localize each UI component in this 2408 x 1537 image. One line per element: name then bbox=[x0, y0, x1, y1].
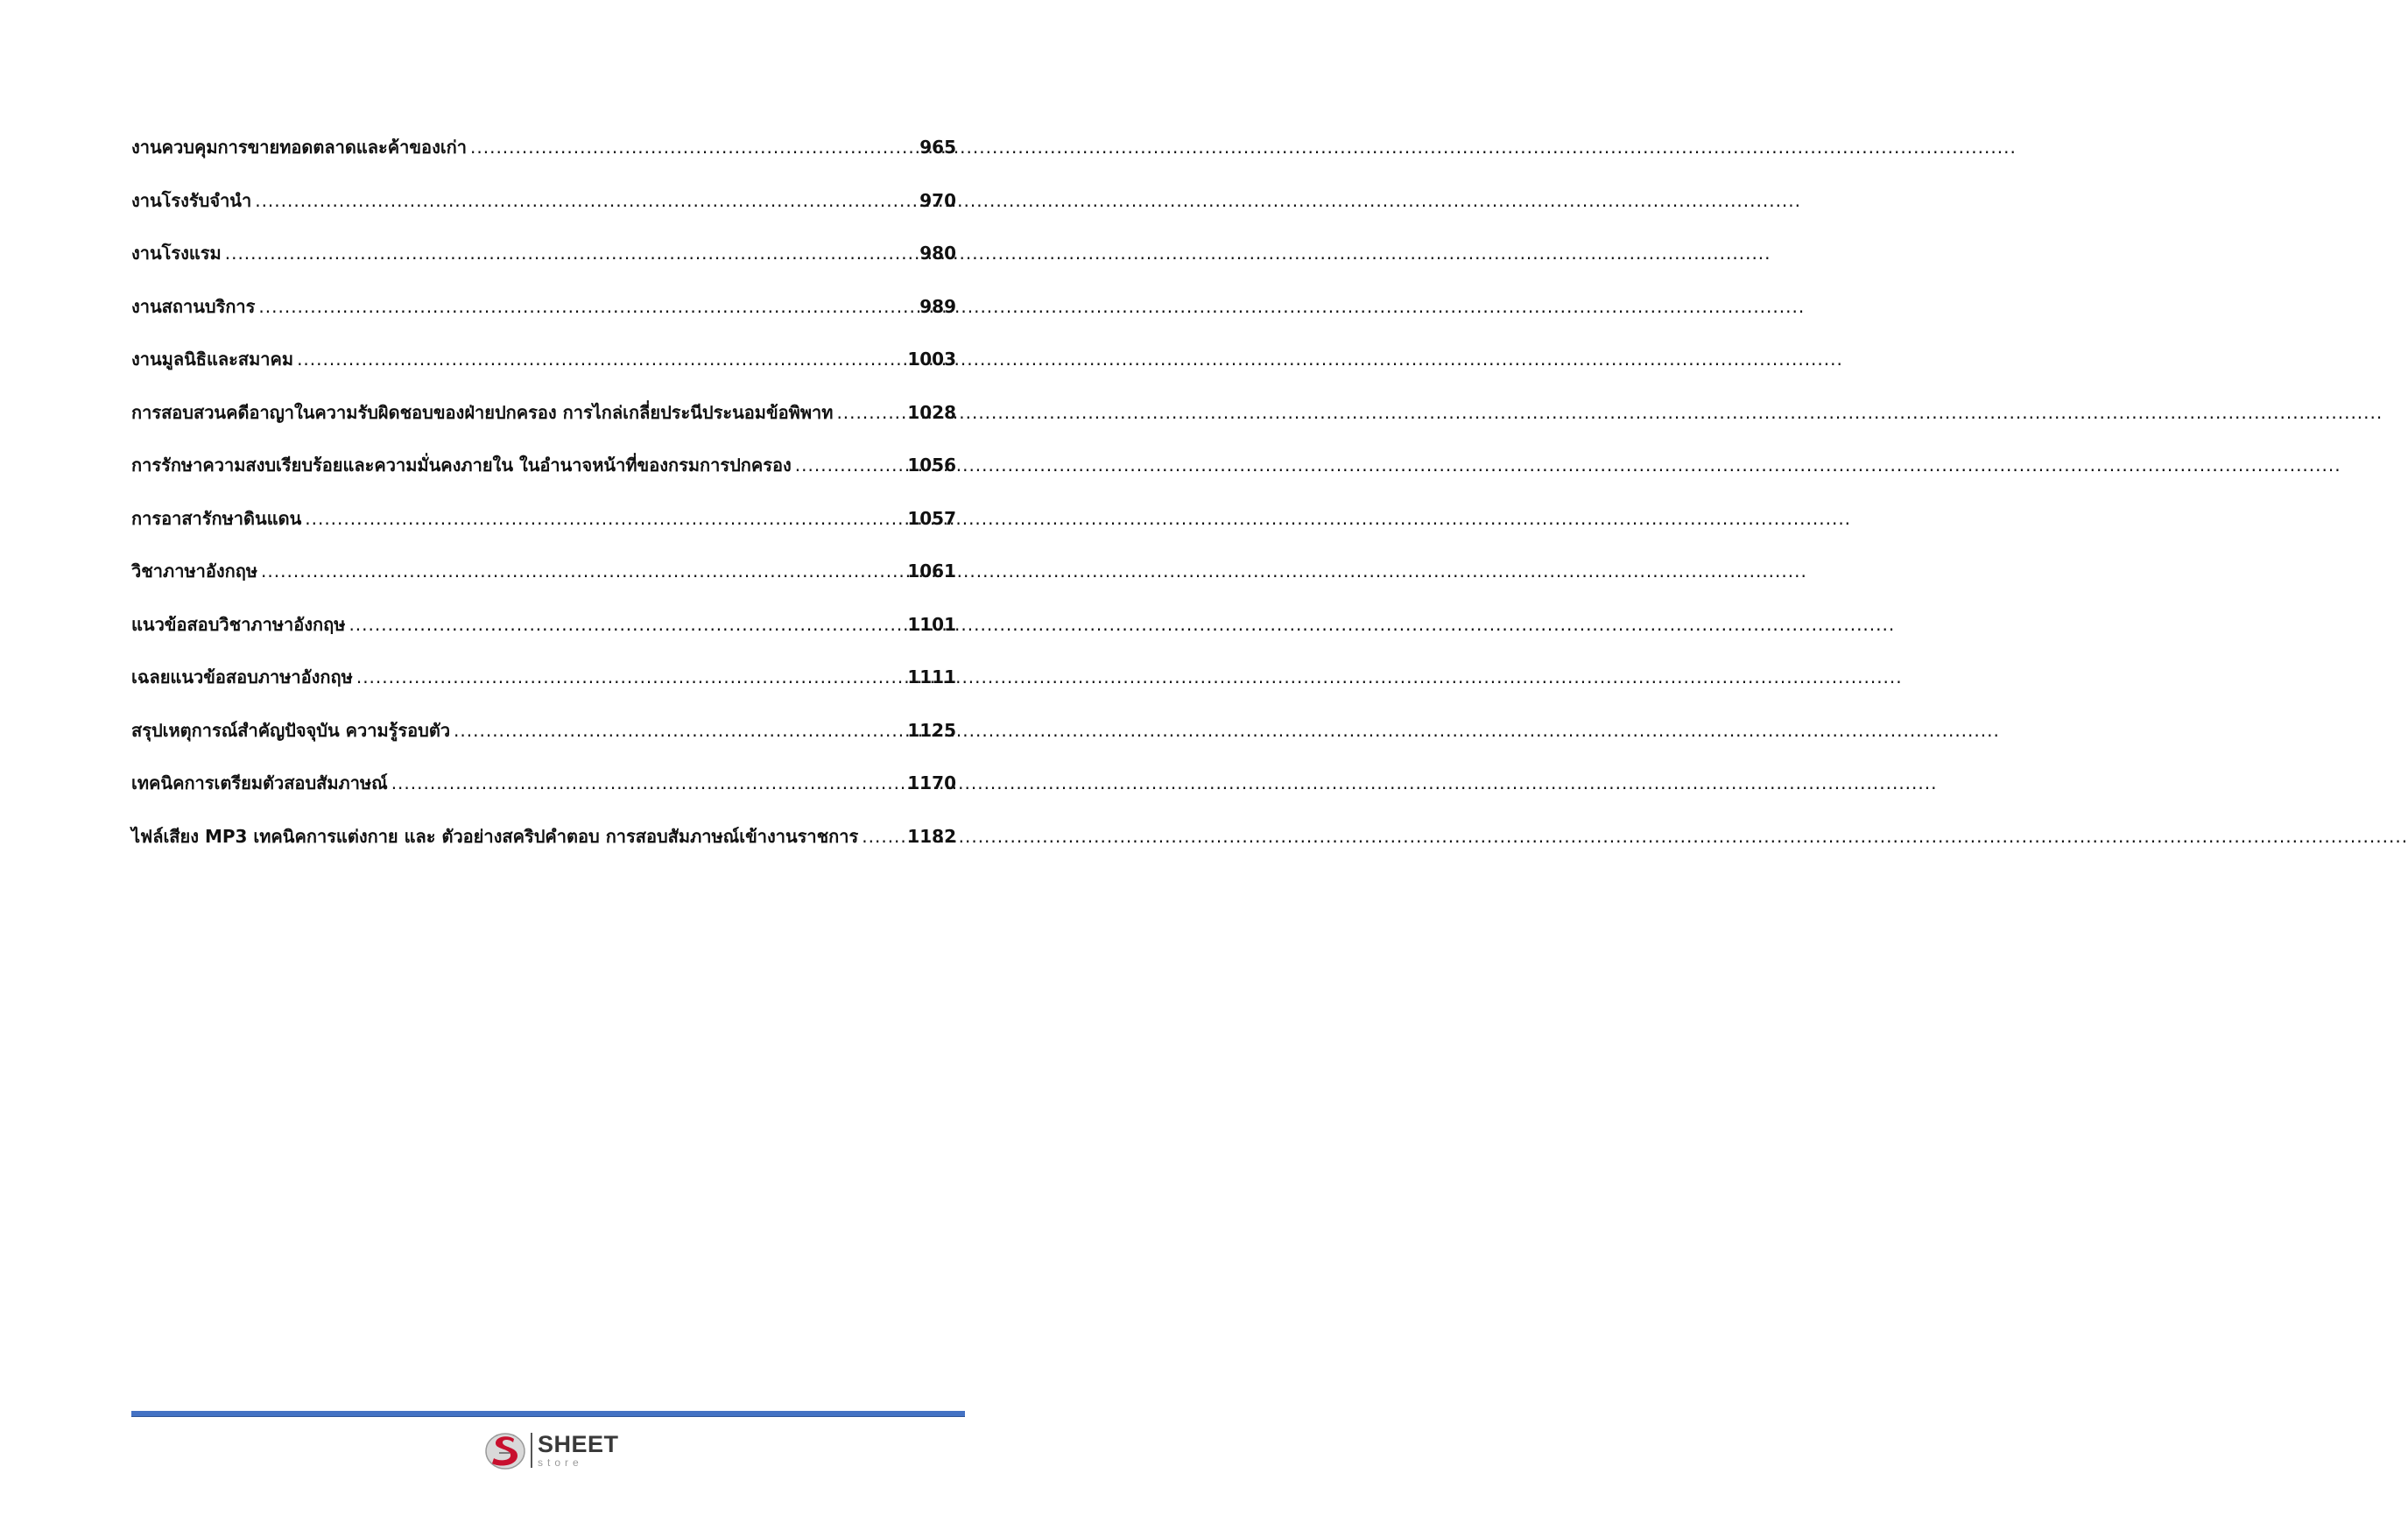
toc-entry-title: งานโรงแรม bbox=[131, 243, 222, 264]
toc-entry-title: เทคนิคการเตรียมตัวสอบสัมภาษณ์ bbox=[131, 772, 388, 793]
toc-leader-dots bbox=[836, 402, 904, 423]
sheet-store-logo bbox=[483, 1428, 619, 1472]
toc-entry[interactable] bbox=[131, 557, 956, 610]
toc-entry[interactable] bbox=[131, 504, 956, 558]
toc-entry-title: งานโรงรับจำนำ bbox=[131, 189, 252, 211]
sheet-store-s-logo-icon bbox=[483, 1428, 527, 1472]
toc-entry-page: 1061 bbox=[907, 561, 956, 582]
toc-entry-title: การรักษาความสงบเรียบร้อยและความมั่นคงภายใน ในอำนาจหน้าที่ของกรมการปกครอง bbox=[131, 455, 792, 476]
toc-entry[interactable] bbox=[131, 133, 956, 187]
logo-brand-main: SHEET bbox=[538, 1431, 619, 1457]
toc-entry[interactable] bbox=[131, 663, 956, 716]
toc-leader-dots bbox=[349, 614, 904, 635]
toc-entry-page: 1101 bbox=[907, 613, 956, 635]
toc-entry[interactable] bbox=[131, 769, 956, 822]
toc-leader-dots bbox=[305, 508, 904, 529]
toc-entry[interactable] bbox=[131, 610, 956, 664]
toc-entry-title: งานควบคุมการขายทอดตลาดและค้าของเก่า bbox=[131, 137, 468, 158]
toc-entry-title: งานสถานบริการ bbox=[131, 295, 256, 317]
toc-entry-title: แนวข้อสอบวิชาภาษาอังกฤษ bbox=[131, 613, 346, 635]
toc-leader-dots bbox=[470, 137, 916, 158]
toc-entry-page: 965 bbox=[919, 137, 956, 158]
toc-entry-page: 1056 bbox=[907, 455, 956, 476]
toc-entry-page: 1170 bbox=[907, 772, 956, 793]
toc-entry-title: การสอบสวนคดีอาญาในความรับผิดชอบของฝ่ายปกครอง การไกล่เกลี่ยประนีประนอมข้อพิพาท bbox=[131, 401, 834, 423]
toc-leader-dots bbox=[255, 190, 916, 211]
toc-entry-title: ไฟล์เสียง MP3 เทคนิคการแต่งกาย และ ตัวอย่างสคริปคำตอบ การสอบสัมภาษณ์เข้างานราชการ bbox=[131, 825, 859, 847]
table-of-contents bbox=[131, 133, 956, 875]
toc-entry[interactable] bbox=[131, 239, 956, 293]
footer-divider bbox=[131, 1411, 965, 1416]
toc-entry-page: 1003 bbox=[907, 349, 956, 370]
toc-entry[interactable] bbox=[131, 398, 956, 452]
toc-entry[interactable] bbox=[131, 187, 956, 240]
toc-entry[interactable] bbox=[131, 716, 956, 770]
toc-entry-title: เฉลยแนวข้อสอบภาษาอังกฤษ bbox=[131, 666, 353, 687]
toc-entry-page: 1182 bbox=[907, 825, 956, 847]
toc-entry[interactable] bbox=[131, 451, 956, 504]
toc-entry[interactable] bbox=[131, 293, 956, 346]
toc-entry-page: 1111 bbox=[907, 666, 956, 687]
toc-leader-dots bbox=[391, 772, 905, 793]
toc-entry-page: 1028 bbox=[907, 401, 956, 423]
toc-entry-title: วิชาภาษาอังกฤษ bbox=[131, 561, 258, 582]
toc-leader-dots bbox=[225, 243, 917, 264]
toc-entry-page: 980 bbox=[919, 243, 956, 264]
toc-entry-title: งานมูลนิธิและสมาคม bbox=[131, 349, 294, 370]
toc-entry-title: สรุปเหตุการณ์สำคัญปัจจุบัน ความรู้รอบตัว bbox=[131, 719, 451, 741]
toc-leader-dots bbox=[862, 826, 904, 847]
toc-leader-dots bbox=[356, 666, 904, 687]
toc-entry-page: 1057 bbox=[907, 507, 956, 529]
toc-leader-dots bbox=[454, 720, 904, 741]
toc-entry-page: 1125 bbox=[907, 719, 956, 741]
toc-entry[interactable] bbox=[131, 345, 956, 398]
toc-entry[interactable] bbox=[131, 822, 956, 876]
toc-entry-page: 989 bbox=[919, 295, 956, 317]
toc-leader-dots bbox=[297, 349, 904, 370]
toc-entry-page: 970 bbox=[919, 189, 956, 211]
toc-leader-dots bbox=[258, 296, 916, 317]
logo-divider bbox=[531, 1433, 532, 1468]
logo-brand-sub: store bbox=[538, 1456, 583, 1469]
logo-text bbox=[538, 1433, 619, 1468]
toc-leader-dots bbox=[795, 455, 905, 476]
toc-leader-dots bbox=[261, 561, 904, 582]
toc-entry-title: การอาสารักษาดินแดน bbox=[131, 507, 302, 529]
